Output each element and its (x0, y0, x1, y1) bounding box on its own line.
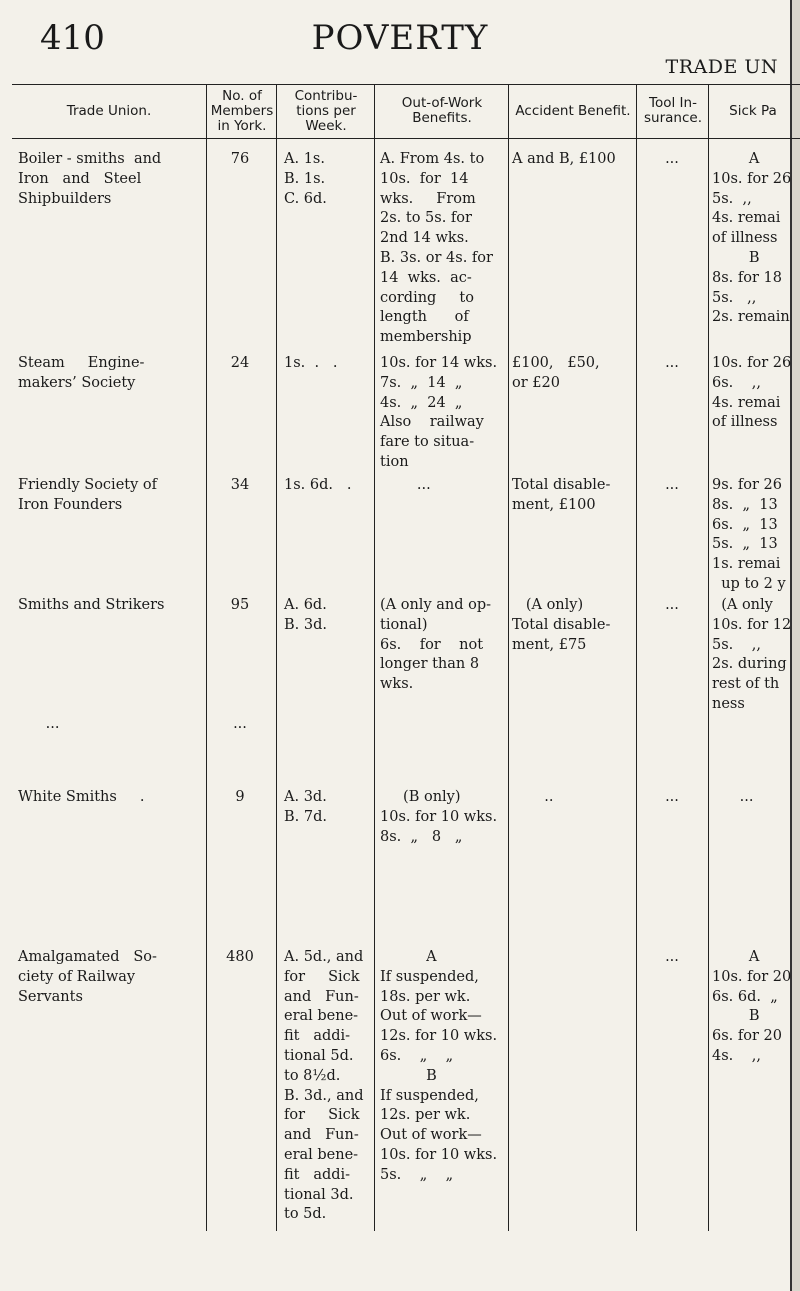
table-header-rule (12, 138, 800, 139)
header-contributions: Contribu- tions per Week. (294, 87, 358, 134)
cell-out-of-work: 10s. for 14 wks. 7s. „ 14 „ 4s. „ 24 „ Also railway fare to situa- tion (380, 355, 498, 470)
cell-out-of-work: A If suspended, 18s. per wk. Out of work— 12s. for 10 wks. 6s. „ „ B If suspended, 12s. per wk. Out of work— 10s. for 10 wks. 5s. „ „ (380, 949, 498, 1183)
column-divider (636, 84, 637, 1231)
cell-tool: ... (665, 789, 679, 805)
cell-members: 34 (230, 477, 250, 493)
cell-contributions: A. 5d., and for Sick and Fun- eral bene- fit addi- tional 5d. to 8½d. B. 3d., and for Sick and Fun- eral bene- fit addi- tional 3d. to 5d. (284, 949, 364, 1223)
cell-union: Amalgamated So- ciety of Railway Servants (18, 949, 157, 1005)
cell-tool: ... (665, 355, 679, 371)
cell-members: 9 (235, 789, 245, 805)
cell-contributions: A. 3d. B. 7d. (284, 789, 327, 825)
cell-accident: Total disable- ment, £100 (512, 477, 611, 513)
cell-sick-pay: 9s. for 26 8s. „ 13 6s. „ 13 5s. „ 13 1s. remai up to 2 y (712, 477, 786, 592)
cell-tool: ... (665, 597, 679, 613)
header-trade-union: Trade Union. (66, 102, 152, 119)
cell-tool: ... (665, 949, 679, 965)
cell-members: 480 (226, 949, 254, 965)
cell-out-of-work: A. From 4s. to 10s. for 14 wks. From 2s. to 5s. for 2nd 14 wks. B. 3s. or 4s. for 14 wks. ac- cording to length of membership (380, 151, 493, 346)
column-divider (374, 84, 375, 1231)
table-top-rule (12, 84, 800, 85)
column-divider (508, 84, 509, 1231)
cell-union: Steam Engine- makers’ Society (18, 355, 145, 391)
cell-union: Smiths and Strikers ... (18, 597, 165, 732)
cell-accident: A and B, £100 (512, 151, 616, 167)
cell-accident: £100, £50, or £20 (512, 355, 600, 391)
cell-contributions: 1s. . . (284, 355, 338, 371)
cell-out-of-work: ... (380, 477, 431, 493)
header-tool: Tool In- surance. (644, 95, 702, 126)
cell-union: White Smiths . (18, 789, 145, 805)
column-divider (206, 84, 207, 1231)
cell-members: 95 ... (230, 597, 250, 732)
cell-contributions: A. 1s. B. 1s. C. 6d. (284, 151, 327, 207)
section-head: TRADE UN (665, 56, 778, 78)
column-divider (276, 84, 277, 1231)
header-out-of-work: Out-of-Work Benefits. (401, 95, 483, 126)
cell-contributions: A. 6d. B. 3d. (284, 597, 327, 633)
cell-sick-pay: (A only 10s. for 12 5s. ,, 2s. during rest of th ness (712, 597, 792, 712)
cell-accident: (A only) Total disable- ment, £75 (512, 597, 611, 653)
cell-sick-pay: A 10s. for 20 6s. 6d. „ B 6s. for 20 4s. ,, (712, 949, 792, 1064)
cell-sick-pay: 10s. for 26 6s. ,, 4s. remai of illness (712, 355, 792, 431)
cell-accident: .. (512, 789, 554, 805)
column-divider (708, 84, 709, 1231)
cell-members: 76 (230, 151, 250, 167)
cell-union: Friendly Society of Iron Founders (18, 477, 157, 513)
cell-union: Boiler - smiths and Iron and Steel Shipbuilders (18, 151, 162, 207)
cell-sick-pay: A 10s. for 26 5s. ,, 4s. remai of illness B 8s. for 18 5s. ,, 2s. remain (712, 151, 792, 326)
page-number: 410 (40, 18, 105, 58)
header-accident: Accident Benefit. (515, 102, 631, 119)
cell-tool: ... (665, 477, 679, 493)
cell-contributions: 1s. 6d. . (284, 477, 352, 493)
cell-members: 24 (230, 355, 250, 371)
header-members: No. of Members in York. (210, 87, 274, 134)
cell-out-of-work: (A only and op- tional) 6s. for not longer than 8 wks. (380, 597, 492, 693)
running-head: POVERTY (311, 18, 489, 58)
cell-tool: ... (665, 151, 679, 167)
cell-out-of-work: (B only) 10s. for 10 wks. 8s. „ 8 „ (380, 789, 498, 845)
cell-sick-pay: ... (712, 789, 754, 805)
header-sick-pay: Sick Pa (729, 102, 777, 119)
